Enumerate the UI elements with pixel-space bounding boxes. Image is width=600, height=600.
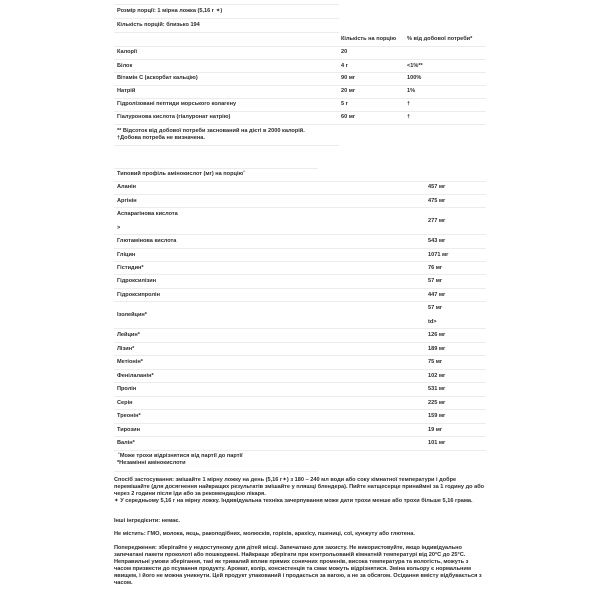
divider [114, 301, 486, 302]
warning: Попередження: зберігайте у недоступному для дітей місці. Запечатано для захисту. Не використовуйте, якщо індивідуально запечатані пакети проколоті або пошкоджені. Найкраще зберігати при контрольованій кімнатній температурі від 20°C до 25°C. Неправильні умови зберігання, такі як тривалий вплив прямих сонячних променів, висока температура та вологість, можуть з часом призвести до псування продукту. Аромат, колір, консистенція та смак можуть відрізнятися. Зміна кольору є нормальним явищем, і його не можна уникнути. Цей продукт упакований і продається за вагою, а не за обсягом. Осідання вмісту відбувається з часом. [114, 545, 482, 587]
column-header-amount: Кількість на порцію [341, 36, 397, 42]
amino-footnote-batch: ˚Може трохи відрізнятися від партії до партії [118, 453, 243, 459]
amino-name: Гліцин [117, 252, 136, 258]
amino-value: 531 мг [428, 386, 446, 392]
amino-name: Аспарагінова кислота [117, 211, 178, 217]
amino-name: Глютамінова кислота [117, 238, 177, 244]
divider [114, 111, 486, 112]
amino-name: Фенілаланін* [117, 373, 154, 379]
divider [114, 181, 486, 182]
nutrient-dv: <1%** [407, 63, 423, 69]
divider [114, 98, 486, 99]
divider [114, 288, 486, 289]
column-header-daily-value: % від добової потреби* [407, 36, 473, 42]
divider [114, 423, 486, 424]
divider [114, 234, 486, 235]
nutrient-name: Вітамін С (аскорбат кальцію) [117, 75, 198, 81]
amino-name: Лізин* [117, 346, 135, 352]
divider [114, 342, 486, 343]
divider [114, 194, 486, 195]
nutrition-footnote-dagger: †Добова потреба не визначена. [117, 135, 205, 141]
amino-name: Гідроксилізин [117, 278, 157, 284]
amino-footnote-essential: *Незамінні амінокислоти [117, 460, 186, 466]
amino-stray-text: td> [428, 319, 437, 325]
amino-name: Аланін [117, 184, 137, 190]
amino-value: 101 мг [428, 440, 446, 446]
amino-name: Аргінін [117, 198, 137, 204]
amino-value: 1071 мг [428, 252, 449, 258]
amino-value: 189 мг [428, 346, 446, 352]
divider [114, 72, 486, 73]
servings-count: Кількість порцій: близько 194 [117, 22, 200, 28]
nutrient-amount: 5 г [341, 101, 348, 107]
divider [114, 382, 486, 383]
amino-name: Ізолейцин* [117, 312, 147, 318]
other-ingredients: Інші інгредієнти: немає. [114, 518, 180, 524]
amino-value: 543 мг [428, 238, 446, 244]
usage-note: ✦ У середньому 5,16 г на мірну ложку. Індивідуальна техніка зачерпування може дати трохи менше або трохи більше 5,16 грама. [114, 498, 473, 504]
nutrient-amount: 60 мг [341, 114, 356, 120]
divider [114, 85, 486, 86]
nutrient-amount: 20 мг [341, 88, 356, 94]
amino-name: Гідроксипролін [117, 292, 160, 298]
amino-value: 76 мг [428, 265, 443, 271]
amino-value: 277 мг [428, 218, 446, 224]
nutrient-name: Гіалуронова кислота (гіалуронат натрію) [117, 114, 231, 120]
amino-name: Валін* [117, 440, 135, 446]
nutrient-dv: † [407, 114, 411, 120]
divider [114, 124, 486, 125]
amino-value: 225 мг [428, 400, 446, 406]
nutrition-footnote-dv: ** Відсоток від добової потреби заснований на дієті в 2000 калорій. [117, 128, 305, 134]
nutrient-name: Калорії [117, 49, 138, 55]
amino-value: 126 мг [428, 332, 446, 338]
divider [114, 396, 486, 397]
divider [114, 328, 486, 329]
amino-value: 19 мг [428, 427, 443, 433]
divider [114, 4, 339, 5]
nutrient-dv: † [407, 101, 411, 107]
divider [114, 32, 339, 33]
nutrient-amount: 90 мг [341, 75, 356, 81]
divider [114, 145, 339, 146]
divider [114, 369, 486, 370]
amino-name: Лейцин* [117, 332, 140, 338]
nutrient-dv: 1% [407, 88, 416, 94]
divider [114, 355, 486, 356]
divider [114, 168, 318, 169]
amino-value: 57 мг [428, 305, 443, 311]
amino-value: 475 мг [428, 198, 446, 204]
free-from: Не містить: ГМО, молока, яєць, ракоподібних, молюсків, горіхів, арахісу, пшениці, сої, кунжуту або глютена. [114, 531, 415, 537]
amino-value: 447 мг [428, 292, 446, 298]
nutrient-name: Натрій [117, 88, 136, 94]
divider [114, 471, 318, 472]
nutrient-name: Білок [117, 63, 133, 69]
divider [114, 18, 339, 19]
amino-table-title: Типовий профіль амінокислот (мг) на порцію˚ [117, 171, 246, 177]
nutrient-dv: 100% [407, 75, 422, 81]
divider [114, 261, 486, 262]
amino-value: 102 мг [428, 373, 446, 379]
divider [114, 59, 486, 60]
amino-name: Гістидин* [117, 265, 144, 271]
amino-value: 159 мг [428, 413, 446, 419]
divider [114, 248, 486, 249]
divider [114, 436, 486, 437]
amino-name: Пролін [117, 386, 137, 392]
amino-value: 75 мг [428, 359, 443, 365]
amino-name: Треонін* [117, 413, 141, 419]
amino-value: 457 мг [428, 184, 446, 190]
divider [114, 409, 486, 410]
divider [114, 274, 486, 275]
amino-name: Серін [117, 400, 133, 406]
serving-size: Розмір порції: 1 мірна ложка (5,16 г ✦) [117, 8, 223, 14]
divider [114, 207, 486, 208]
amino-name: Тирозин [117, 427, 141, 433]
amino-name: Метіонін* [117, 359, 143, 365]
divider [114, 450, 486, 451]
divider [114, 46, 486, 47]
nutrient-amount: 4 г [341, 63, 348, 69]
nutrient-amount: 20 [341, 49, 348, 55]
usage-instructions: Спосіб застосування: змішайте 1 мірну ложку на день (5,16 г✦) з 180 – 240 мл води або соку кімнатної температури і добре перемішайте (для досягнення найкращих результатів змішайте у пляшці блендера). Пийте натщесерце принаймні за 1 годину до або через 2 години після їди або за рекомендацією лікаря. [114, 477, 485, 498]
amino-value: 57 мг [428, 278, 443, 284]
amino-stray-text: > [117, 225, 121, 231]
nutrient-name: Гідролізовані пептиди морського колагену [117, 101, 237, 107]
